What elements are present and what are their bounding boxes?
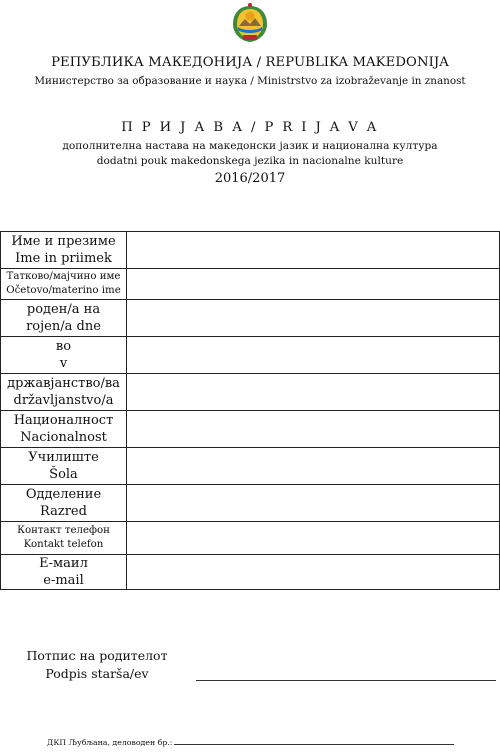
signature-field[interactable] [196,680,496,681]
label-sl: rojen/a dne [26,319,101,334]
nationality-field[interactable] [127,411,500,448]
label-sl: e-mail [43,573,84,588]
field-label [1,300,127,337]
label-sl: Razred [40,504,87,519]
field-label [1,337,127,374]
parent-name-field[interactable] [127,269,500,300]
field-label [1,232,127,269]
label-mk: Име и презиме [11,234,116,249]
form-row-grade [1,485,500,522]
grade-field[interactable] [127,485,500,522]
field-label [1,448,127,485]
form-title: П Р И Ј А В А / P R I J A V A [121,120,379,135]
label-mk: роден/а на [26,302,101,317]
field-label [1,374,127,411]
form-row-birth-place [1,337,500,374]
country-name: РЕПУБЛИКА МАКЕДОНИЈА / REPUBLIKA MAKEDONIJA [51,55,449,70]
label-mk: Контакт телефон [17,525,110,536]
field-label [1,269,127,300]
field-label [1,411,127,448]
label-sl: Nacionalnost [20,430,107,445]
label-sl: v [59,356,68,371]
form-row-nationality [1,411,500,448]
form-row-email [1,555,500,590]
field-label [1,555,127,590]
form-row-birth-date [1,300,500,337]
signature-label [12,647,182,683]
form-row-citizenship [1,374,500,411]
email-field[interactable] [127,555,500,590]
label-mk: Татково/мајчино име [6,271,121,282]
form-subtitle-sl: dodatni pouk makedonskega jezika in nacionalne kulture [96,155,404,167]
form-subtitle-mk: дополнителна настава на македонски јазик и национална култура [62,140,438,152]
label-sl: Ime in priimek [15,251,112,266]
citizenship-field[interactable] [127,374,500,411]
label-sl: Šola [49,467,78,482]
form-row-parent-name [1,269,500,300]
form-row-full-name [1,232,500,269]
phone-field[interactable] [127,522,500,555]
registry-number-field[interactable] [174,737,454,745]
birth-date-field[interactable] [127,300,500,337]
label-mk: Националност [13,413,114,428]
signature-label-mk: Потпис на родителот [26,648,168,663]
label-mk: во [55,339,72,354]
signature-label-sl: Podpis starša/ev [45,666,149,681]
label-mk: Училиште [28,450,99,465]
birth-place-field[interactable] [127,337,500,374]
label-mk: Одделение [25,487,102,502]
registry-label: ДКП Љубљана, деловоден бр.: [47,738,173,747]
label-mk: Е-маил [39,556,88,571]
field-label [1,522,127,555]
label-sl: državljanstvo/a [13,393,114,408]
form-row-school [1,448,500,485]
label-mk: државјанство/ва [7,376,120,391]
ministry-name: Министерство за образование и наука / Ministrstvo za izobraževanje in znanost [34,75,466,87]
label-sl: Očetovo/materino ime [6,285,121,296]
full-name-field[interactable] [127,232,500,269]
school-year: 2016/2017 [214,171,286,186]
coat-of-arms-icon [229,2,271,44]
application-form-table [0,231,500,590]
school-field[interactable] [127,448,500,485]
label-sl: Kontakt telefon [23,539,104,550]
registry-footer [47,737,454,747]
field-label [1,485,127,522]
form-row-phone [1,522,500,555]
